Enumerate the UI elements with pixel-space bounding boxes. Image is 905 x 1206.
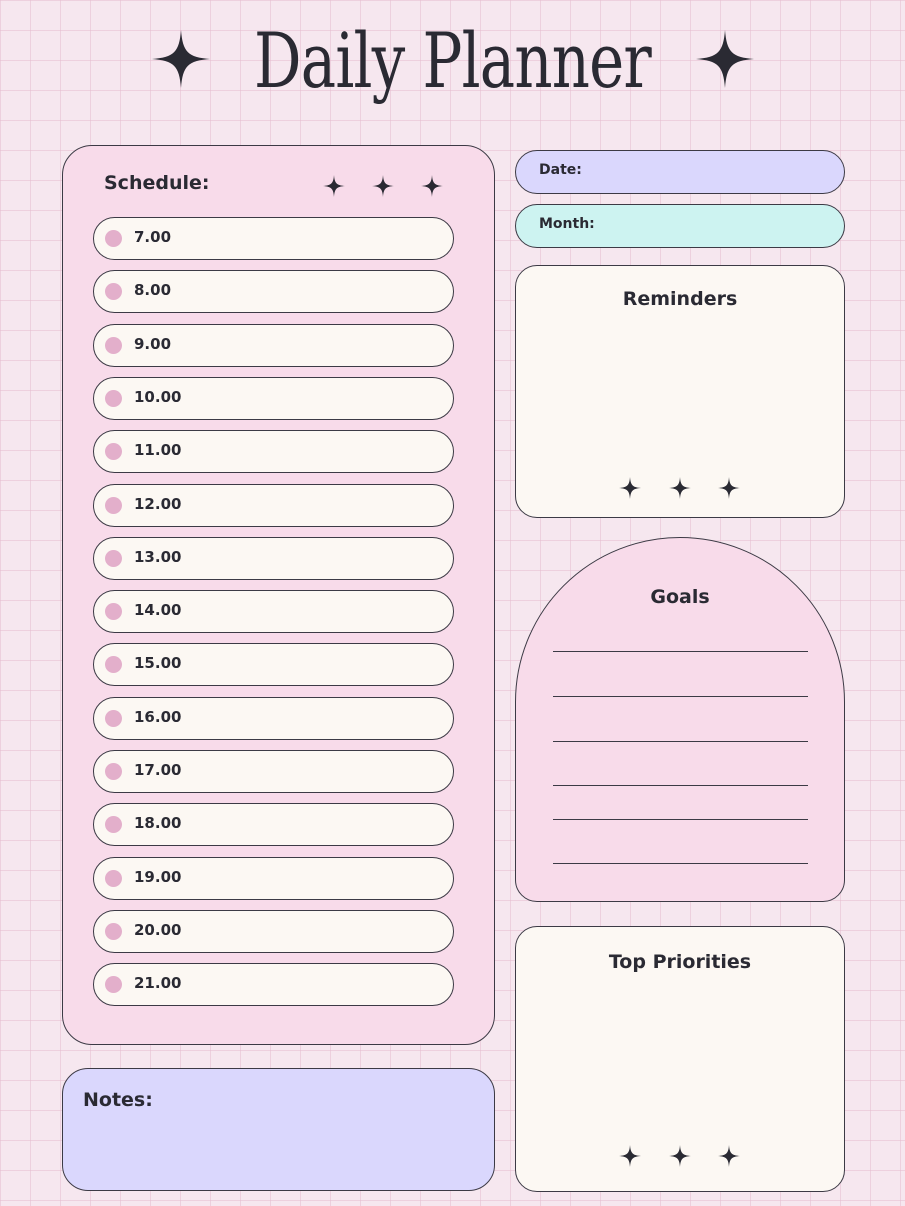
reminders-title: Reminders [622,288,738,310]
schedule-slot[interactable] [93,697,454,740]
schedule-time-label: 7.00 [134,228,172,246]
date-field[interactable] [515,150,845,194]
bullet-dot-icon [105,390,122,407]
schedule-slot[interactable] [93,963,454,1006]
schedule-slot[interactable] [93,430,454,473]
schedule-time-label: 15.00 [134,654,182,673]
sparkle-icon [696,30,754,88]
date-label: Date: [539,162,582,178]
sparkle-icon [669,1145,691,1167]
goal-line[interactable] [553,741,808,742]
notes-title: Notes: [83,1089,153,1111]
sparkle-icon [718,1145,740,1167]
schedule-slot[interactable] [93,270,454,313]
schedule-time-label: 12.00 [134,494,182,513]
schedule-time-label: 16.00 [134,707,182,726]
schedule-time-label: 10.00 [134,387,182,406]
schedule-time-label: 19.00 [134,867,182,886]
schedule-time-label: 20.00 [134,920,182,939]
schedule-slot[interactable] [93,590,454,633]
goals-title: Goals [650,586,710,608]
top-priorities-title: Top Priorities [608,951,752,973]
schedule-time-label: 18.00 [134,814,182,833]
schedule-slot[interactable] [93,484,454,527]
bullet-dot-icon [105,550,122,567]
schedule-time-label: 21.00 [134,974,182,993]
schedule-time-label: 13.00 [134,547,182,566]
schedule-title: Schedule: [104,172,210,194]
notes-panel[interactable] [62,1068,495,1191]
sparkle-icon [323,175,345,197]
bullet-dot-icon [105,816,122,833]
sparkle-icon [669,477,691,499]
bullet-dot-icon [105,870,122,887]
sparkle-icon [718,477,740,499]
bullet-dot-icon [105,710,122,727]
goal-line[interactable] [553,696,808,697]
bullet-dot-icon [105,230,122,247]
month-field[interactable] [515,204,845,248]
bullet-dot-icon [105,603,122,620]
sparkle-icon [372,175,394,197]
sparkle-icon [619,1145,641,1167]
sparkle-icon [421,175,443,197]
bullet-dot-icon [105,976,122,993]
schedule-slot[interactable] [93,537,454,580]
schedule-slot[interactable] [93,857,454,900]
schedule-slot[interactable] [93,377,454,420]
sparkle-icon [619,477,641,499]
bullet-dot-icon [105,656,122,673]
schedule-slot[interactable] [93,910,454,953]
goal-line[interactable] [553,819,808,820]
top-priorities-panel[interactable] [515,926,845,1192]
bullet-dot-icon [105,497,122,514]
schedule-time-label: 17.00 [134,761,182,779]
schedule-slot[interactable] [93,324,454,367]
page-title: Daily Planner [254,16,651,105]
bullet-dot-icon [105,443,122,460]
schedule-slot[interactable] [93,803,454,846]
goals-panel[interactable] [515,537,845,902]
schedule-panel [62,145,495,1045]
goal-line[interactable] [553,785,808,786]
goal-line[interactable] [553,651,808,652]
bullet-dot-icon [105,283,122,300]
schedule-time-label: 9.00 [134,334,172,353]
schedule-time-label: 11.00 [134,441,182,460]
schedule-slot[interactable] [93,217,454,260]
sparkle-icon [152,30,210,88]
schedule-time-label: 14.00 [134,601,182,620]
reminders-panel[interactable] [515,265,845,518]
month-label: Month: [539,216,595,232]
bullet-dot-icon [105,337,122,354]
goal-line[interactable] [553,863,808,864]
schedule-time-label: 8.00 [134,281,172,300]
bullet-dot-icon [105,763,122,780]
schedule-slot[interactable] [93,643,454,686]
bullet-dot-icon [105,923,122,940]
schedule-slot[interactable] [93,750,454,793]
